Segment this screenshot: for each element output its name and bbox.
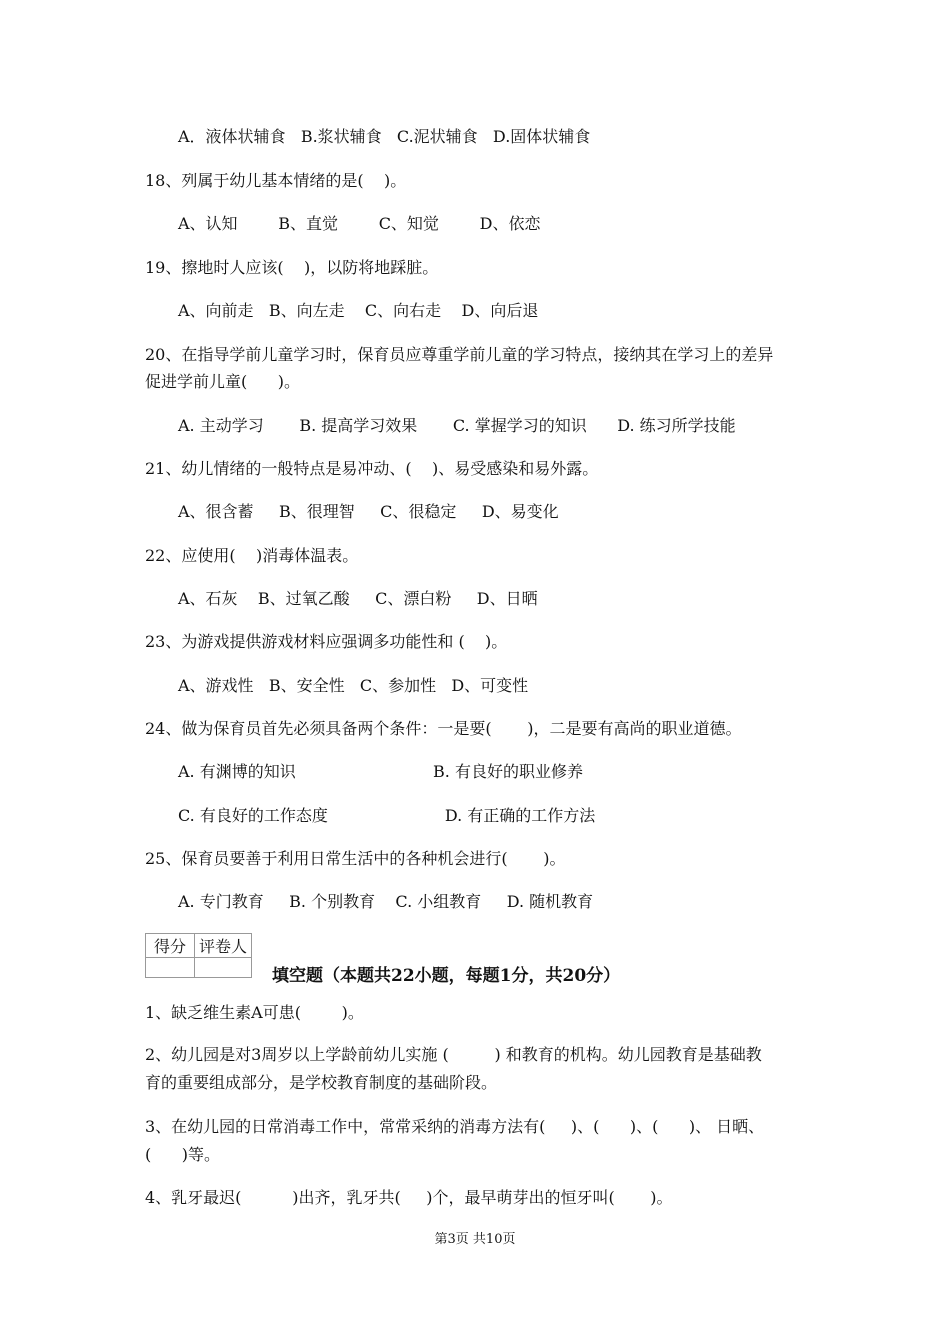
q22: 22、应使用( )消毒体温表。: [145, 546, 359, 565]
page-footer: 第3页 共10页: [434, 1232, 516, 1247]
f1: 1、缺乏维生素A可患( )。: [145, 1003, 364, 1022]
grader-label: 评卷人: [195, 934, 252, 958]
q19: 19、擦地时人应该( )，以防将地踩脏。: [145, 258, 439, 277]
q19-options: A、向前走 B、向左走 C、向右走 D、向后退: [178, 301, 539, 320]
q20-options: A. 主动学习 B. 提高学习效果 C. 掌握学习的知识 D. 练习所学技能: [178, 416, 736, 435]
grader-cell[interactable]: [195, 958, 252, 978]
q25: 25、保育员要善于利用日常生活中的各种机会进行( )。: [145, 849, 566, 868]
q24-options-a: A. 有渊博的知识 B. 有良好的职业修养: [178, 762, 583, 781]
f4: 4、乳牙最迟( )出齐，乳牙共( )个，最早萌芽出的恒牙叫( )。: [145, 1188, 673, 1207]
f2-b: 育的重要组成部分，是学校教育制度的基础阶段。: [145, 1073, 498, 1092]
f2-a: 2、幼儿园是对3周岁以上学龄前幼儿实施 ( ) 和教育的机构。幼儿园教育是基础教: [145, 1045, 762, 1064]
score-box: [145, 933, 252, 978]
q18: 18、列属于幼儿基本情绪的是( )。: [145, 171, 407, 190]
section-title: 填空题（本题共22小题，每题1分，共20分）: [272, 966, 621, 986]
score-cell[interactable]: [146, 958, 195, 978]
q21-options: A、很含蓄 B、很理智 C、很稳定 D、易变化: [178, 502, 559, 521]
q24-options-b: C. 有良好的工作态度 D. 有正确的工作方法: [178, 806, 596, 825]
q18-options: A、认知 B、直觉 C、知觉 D、依恋: [178, 214, 541, 233]
q23-options: A、游戏性 B、安全性 C、参加性 D、可变性: [178, 676, 529, 695]
q25-options: A. 专门教育 B. 个别教育 C. 小组教育 D. 随机教育: [178, 892, 594, 911]
q24: 24、做为保育员首先必须具备两个条件：一是要( )，二是要有高尚的职业道德。: [145, 719, 742, 738]
score-label: 得分: [146, 934, 195, 958]
f3-a: 3、在幼儿园的日常消毒工作中，常常采纳的消毒方法有( )、( )、( )、 日晒、: [145, 1117, 765, 1136]
q17-options: A．液体状辅食 B.浆状辅食 C.泥状辅食 D.固体状辅食: [178, 127, 591, 146]
q20-b: 促进学前儿童( )。: [145, 372, 301, 391]
q22-options: A、石灰 B、过氧乙酸 C、漂白粉 D、日晒: [178, 589, 538, 608]
q23: 23、为游戏提供游戏材料应强调多功能性和 ( )。: [145, 632, 508, 651]
f3-b: ( )等。: [145, 1145, 221, 1164]
q21: 21、幼儿情绪的一般特点是易冲动、( )、易受感染和易外露。: [145, 459, 599, 478]
q20-a: 20、在指导学前儿童学习时，保育员应尊重学前儿童的学习特点，接纳其在学习上的差异: [145, 345, 774, 364]
